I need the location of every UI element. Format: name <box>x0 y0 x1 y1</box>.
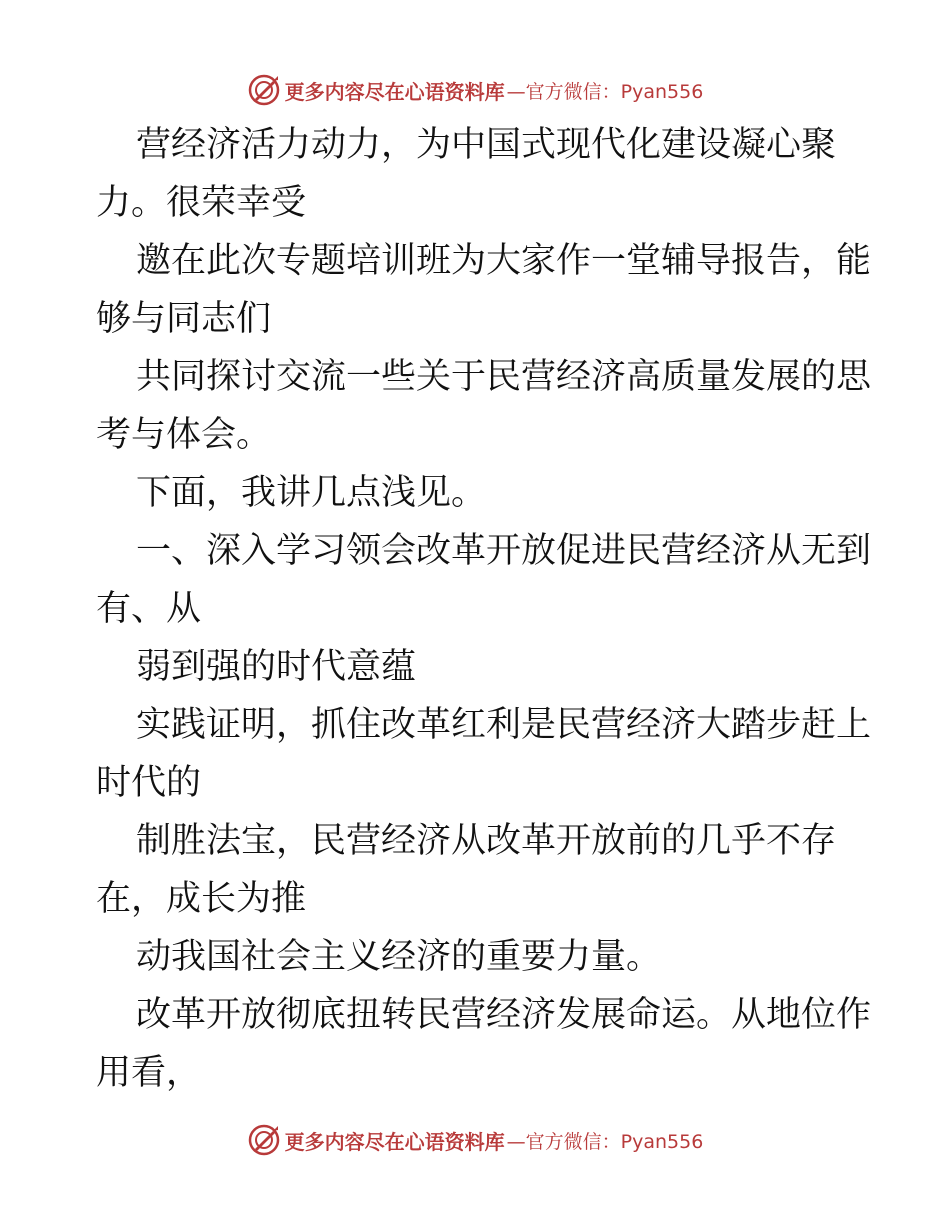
footer-sub-text: —官方微信：Pyan556 <box>506 1130 704 1153</box>
text-line: 制胜法宝，民营经济从改革开放前的几乎不存 <box>136 821 837 861</box>
text-line: 共同探讨交流一些关于民营经济高质量发展的思 <box>136 357 872 397</box>
text-line: 在，成长为推 <box>96 879 307 919</box>
text-line: 动我国社会主义经济的重要力量。 <box>136 937 662 977</box>
text-line: 下面，我讲几点浅见。 <box>136 473 487 513</box>
text-line: 实践证明，抓住改革红利是民营经济大踏步赶上 <box>136 705 872 745</box>
section-heading-cont: 弱到强的时代意蕴 <box>136 647 417 687</box>
text-line: 够与同志们 <box>96 299 272 339</box>
text-line: 时代的 <box>96 763 202 803</box>
text-line: 营经济活力动力，为中国式现代化建设凝心聚 <box>136 125 837 165</box>
text-line: 邀在此次专题培训班为大家作一堂辅导报告，能 <box>136 241 872 281</box>
text-line: 用看， <box>96 1053 202 1093</box>
text-line: 改革开放彻底扭转民营经济发展命运。从地位作 <box>136 995 872 1035</box>
text-line: 考与体会。 <box>96 415 272 455</box>
document-body <box>96 116 872 1102</box>
footer-main-text: 更多内容尽在心语资料库 <box>284 1129 505 1154</box>
header-watermark <box>0 70 950 110</box>
text-line: 力。很荣幸受 <box>96 183 307 223</box>
footer-watermark <box>0 1120 950 1160</box>
header-sub-text: —官方微信：Pyan556 <box>506 80 704 103</box>
section-heading: 一、深入学习领会改革开放促进民营经济从无到 <box>136 531 872 571</box>
section-heading-cont: 有、从 <box>96 589 202 629</box>
logo-icon <box>247 73 281 107</box>
header-main-text: 更多内容尽在心语资料库 <box>284 79 505 104</box>
logo-icon <box>247 1123 281 1157</box>
